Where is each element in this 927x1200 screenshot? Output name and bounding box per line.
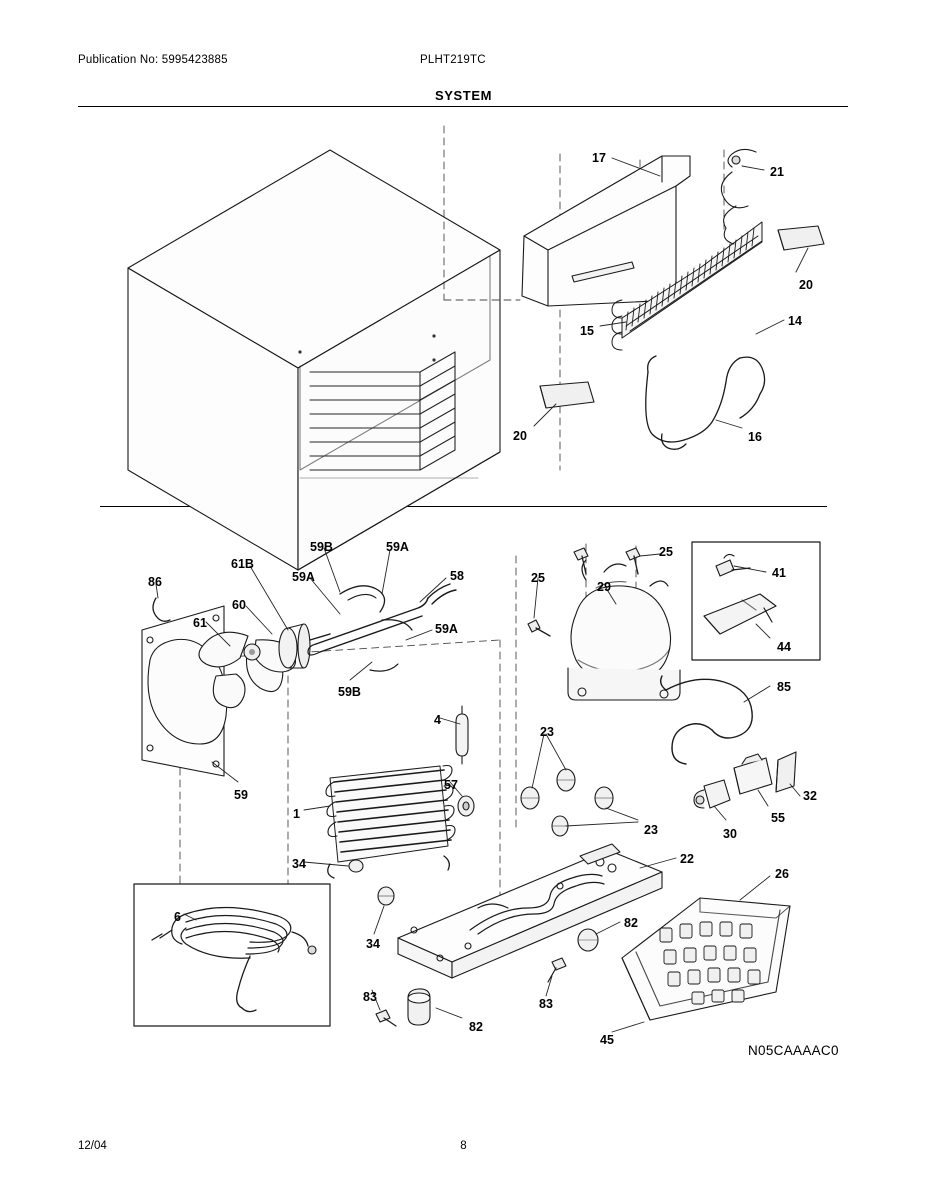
callout-58: 58 xyxy=(450,569,464,583)
publication-number: Publication No: 5995423885 xyxy=(78,54,228,66)
relay xyxy=(694,780,730,808)
callout-86: 86 xyxy=(148,575,162,589)
grommet xyxy=(408,989,430,1025)
callout-17: 17 xyxy=(592,151,606,165)
drain-pan xyxy=(622,898,790,1020)
callout-59: 59 xyxy=(234,788,248,802)
condenser-shroud xyxy=(522,156,690,306)
callout-25: 25 xyxy=(531,571,545,585)
callout-85: 85 xyxy=(777,680,791,694)
callout-61: 61 xyxy=(193,616,207,630)
grommet xyxy=(578,929,598,951)
wire-support-bracket xyxy=(646,356,765,449)
screw xyxy=(528,620,550,636)
screw xyxy=(626,548,640,574)
mounting-pad xyxy=(540,382,594,408)
callout-29: 29 xyxy=(597,580,611,594)
callout-59B: 59B xyxy=(310,540,333,554)
callout-26: 26 xyxy=(775,867,789,881)
callout-23: 23 xyxy=(540,725,554,739)
callout-15: 15 xyxy=(580,324,594,338)
fan-motor xyxy=(279,624,330,668)
grommet xyxy=(349,860,363,872)
callout-83: 83 xyxy=(363,990,377,1004)
callout-20: 20 xyxy=(799,278,813,292)
callout-30: 30 xyxy=(723,827,737,841)
grommet xyxy=(378,887,394,905)
inset-box-lower-left xyxy=(134,884,330,1026)
callout-61B: 61B xyxy=(231,557,254,571)
compressor-grommet xyxy=(557,769,575,791)
screw xyxy=(548,958,566,982)
callout-32: 32 xyxy=(803,789,817,803)
callout-34-2: 34 xyxy=(366,937,380,951)
inset-box-upper-right xyxy=(692,542,820,660)
callout-21: 21 xyxy=(770,165,784,179)
callout-22: 22 xyxy=(680,852,694,866)
callout-59A: 59A xyxy=(386,540,409,554)
terminal-cover xyxy=(776,752,796,792)
callout-25-2: 25 xyxy=(659,545,673,559)
model-number: PLHT219TC xyxy=(420,54,486,66)
callout-20-lower: 20 xyxy=(513,429,527,443)
footer-date: 12/04 xyxy=(78,1140,107,1152)
callout-59A-3: 59A xyxy=(435,622,458,636)
callout-59B-2: 59B xyxy=(338,685,361,699)
callout-1: 1 xyxy=(293,807,300,821)
callout-41: 41 xyxy=(772,566,786,580)
drawing-code: N05CAAAAC0 xyxy=(748,1043,839,1058)
filter-drier xyxy=(456,706,468,764)
callout-45: 45 xyxy=(600,1033,614,1047)
callout-6: 6 xyxy=(174,910,181,924)
compressor-grommet xyxy=(521,787,539,809)
callout-83-2: 83 xyxy=(539,997,553,1011)
compressor xyxy=(568,560,680,700)
overload-protector xyxy=(734,754,772,794)
callout-57: 57 xyxy=(444,778,458,792)
defrost-heater xyxy=(308,584,456,671)
screw xyxy=(376,1010,396,1026)
callout-44: 44 xyxy=(777,640,791,654)
callout-82-2: 82 xyxy=(469,1020,483,1034)
grommet xyxy=(458,796,474,816)
callout-16: 16 xyxy=(748,430,762,444)
callout-60: 60 xyxy=(232,598,246,612)
callout-14: 14 xyxy=(788,314,802,328)
callout-23-2: 23 xyxy=(644,823,658,837)
callout-34: 34 xyxy=(292,857,306,871)
evaporator-coil xyxy=(326,766,455,879)
mounting-pad xyxy=(778,226,824,250)
callout-59A-2: 59A xyxy=(292,570,315,584)
callout-82: 82 xyxy=(624,916,638,930)
callout-4: 4 xyxy=(434,713,441,727)
callout-55: 55 xyxy=(771,811,785,825)
footer-page-number: 8 xyxy=(460,1140,467,1152)
wire-clip xyxy=(153,598,170,621)
compressor-grommet xyxy=(595,787,613,809)
page-title: SYSTEM xyxy=(434,88,493,103)
